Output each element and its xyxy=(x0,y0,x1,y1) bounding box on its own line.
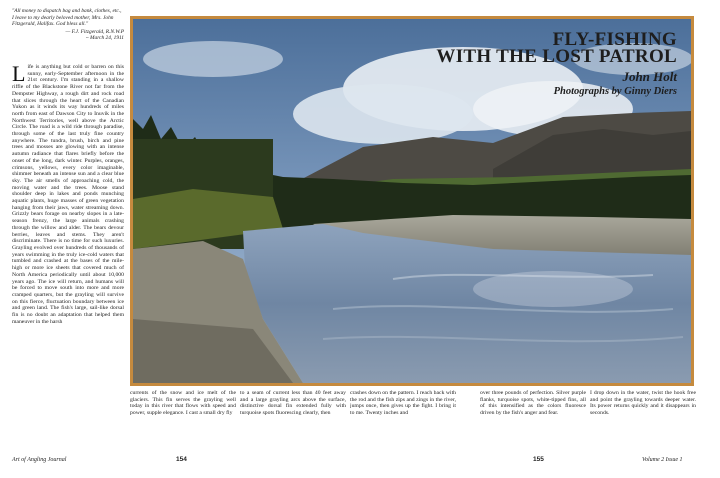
article-column-6: I drop down in the water, twist the hook free and point the grayling towards deeper water. Its power returns quickly and it disappears in seconds. xyxy=(590,390,696,417)
issue-label: Volume 2 Issue 1 xyxy=(642,457,683,463)
author-byline: John Holt xyxy=(622,69,677,84)
column-1-text: ife is anything but cold or barren on this sunny, early-September afternoon in the 21st century. I'm standing in a shallow riffle of the Blackstone River not far from the Dempster Highway, a rough dirt and rock road that slices through the heart of the Canadian Yukon as it winds its way hundreds of miles north from east of Dawson City to Inuvik in the Northwest Territories, well above the Arctic Circle. The road is a wild ride through paradise, through some of the last truly fine country anywhere. The tundra, brush, birch and pine trees and mosses are glowing with an intense autumn radiance that flares briefly before the onset of the long, dark winter. Purples, oranges, crimsons, yellows, every color imaginable, shimmer beneath an intense sun and a clear blue sky. The air smells of approaching cold, the moving water and the trees. Moose stand shoulder deep in lakes and ponds munching aquatic plants, huge masses of green vegetation hanging from their jaws, water streaming down. Grizzly bears forage on nearby slopes in a late-season frenzy, the large animals crashing through the willow and alder. The bears devour berries, leaves and stems. They aren't discriminate. There is no time for such luxuries. Grayling evolved over hundreds of thousands of years swimming in the truly ice-cold waters that tumbled and crashed at the bases of the mile-high or more ice sheets that covered much of North America periodically until about 10,000 years ago. The ice will return, and humans will be forced to move south into more and more cramped quarters, but the grayling will survive on this fierce, fluctuation boundary between ice and green land. The fish's large, sail-like dorsal fin is no doubt an adaptation that helped them maneuver in the harsh xyxy=(12,64,124,325)
article-column-3: to a seam of current less than 40 feet away and a large grayling arcs above the surface, distinctive dorsal fin extended fully with turquoise spots fluorescing clearly, then xyxy=(240,390,346,417)
title-block xyxy=(436,31,677,98)
drop-cap: L xyxy=(12,64,26,86)
article-column-2: currents of the snow and ice melt of the glaciers. This fin serves the grayling well today in this river that flows with speed and power, supple elegance. I cast a small dry fly xyxy=(130,390,236,417)
article-column-1 xyxy=(12,64,124,458)
epigraph-date: ~ March 24, 1911 xyxy=(85,35,124,42)
article-title-line-2: WITH THE LOST PATROL xyxy=(436,46,677,67)
page-number-right: 155 xyxy=(533,456,544,463)
photographer-credit: Photographs by Ginny Diers xyxy=(553,86,677,97)
article-column-5: over three pounds of perfection. Silver purple flanks, turquoise spots, white-tipped fins, all of this intensified as the colors fluoresce driven by the fish's anger and fear. xyxy=(480,390,586,417)
journal-name: Art of Angling Journal xyxy=(12,457,67,463)
article-title-line-1: FLY-FISHING xyxy=(552,29,677,50)
article-column-4: crashes down on the pattern. I reach back with the rod and the fish zips and zings in the river, jumps once, then gives up the fight. I bring it to me. Twenty inches and xyxy=(350,390,456,417)
epigraph xyxy=(12,8,124,42)
river-photograph xyxy=(130,16,694,386)
page-number-left: 154 xyxy=(176,456,187,463)
epigraph-attribution: — F.J. Fitzgerald, R.N.W.P xyxy=(65,28,124,35)
epigraph-quote: "All money to dispatch bag and bank, clothes, etc., I leave to my dearly beloved mother, Mrs. John Fitzgerald, Halifax. God bless all." xyxy=(12,8,122,28)
